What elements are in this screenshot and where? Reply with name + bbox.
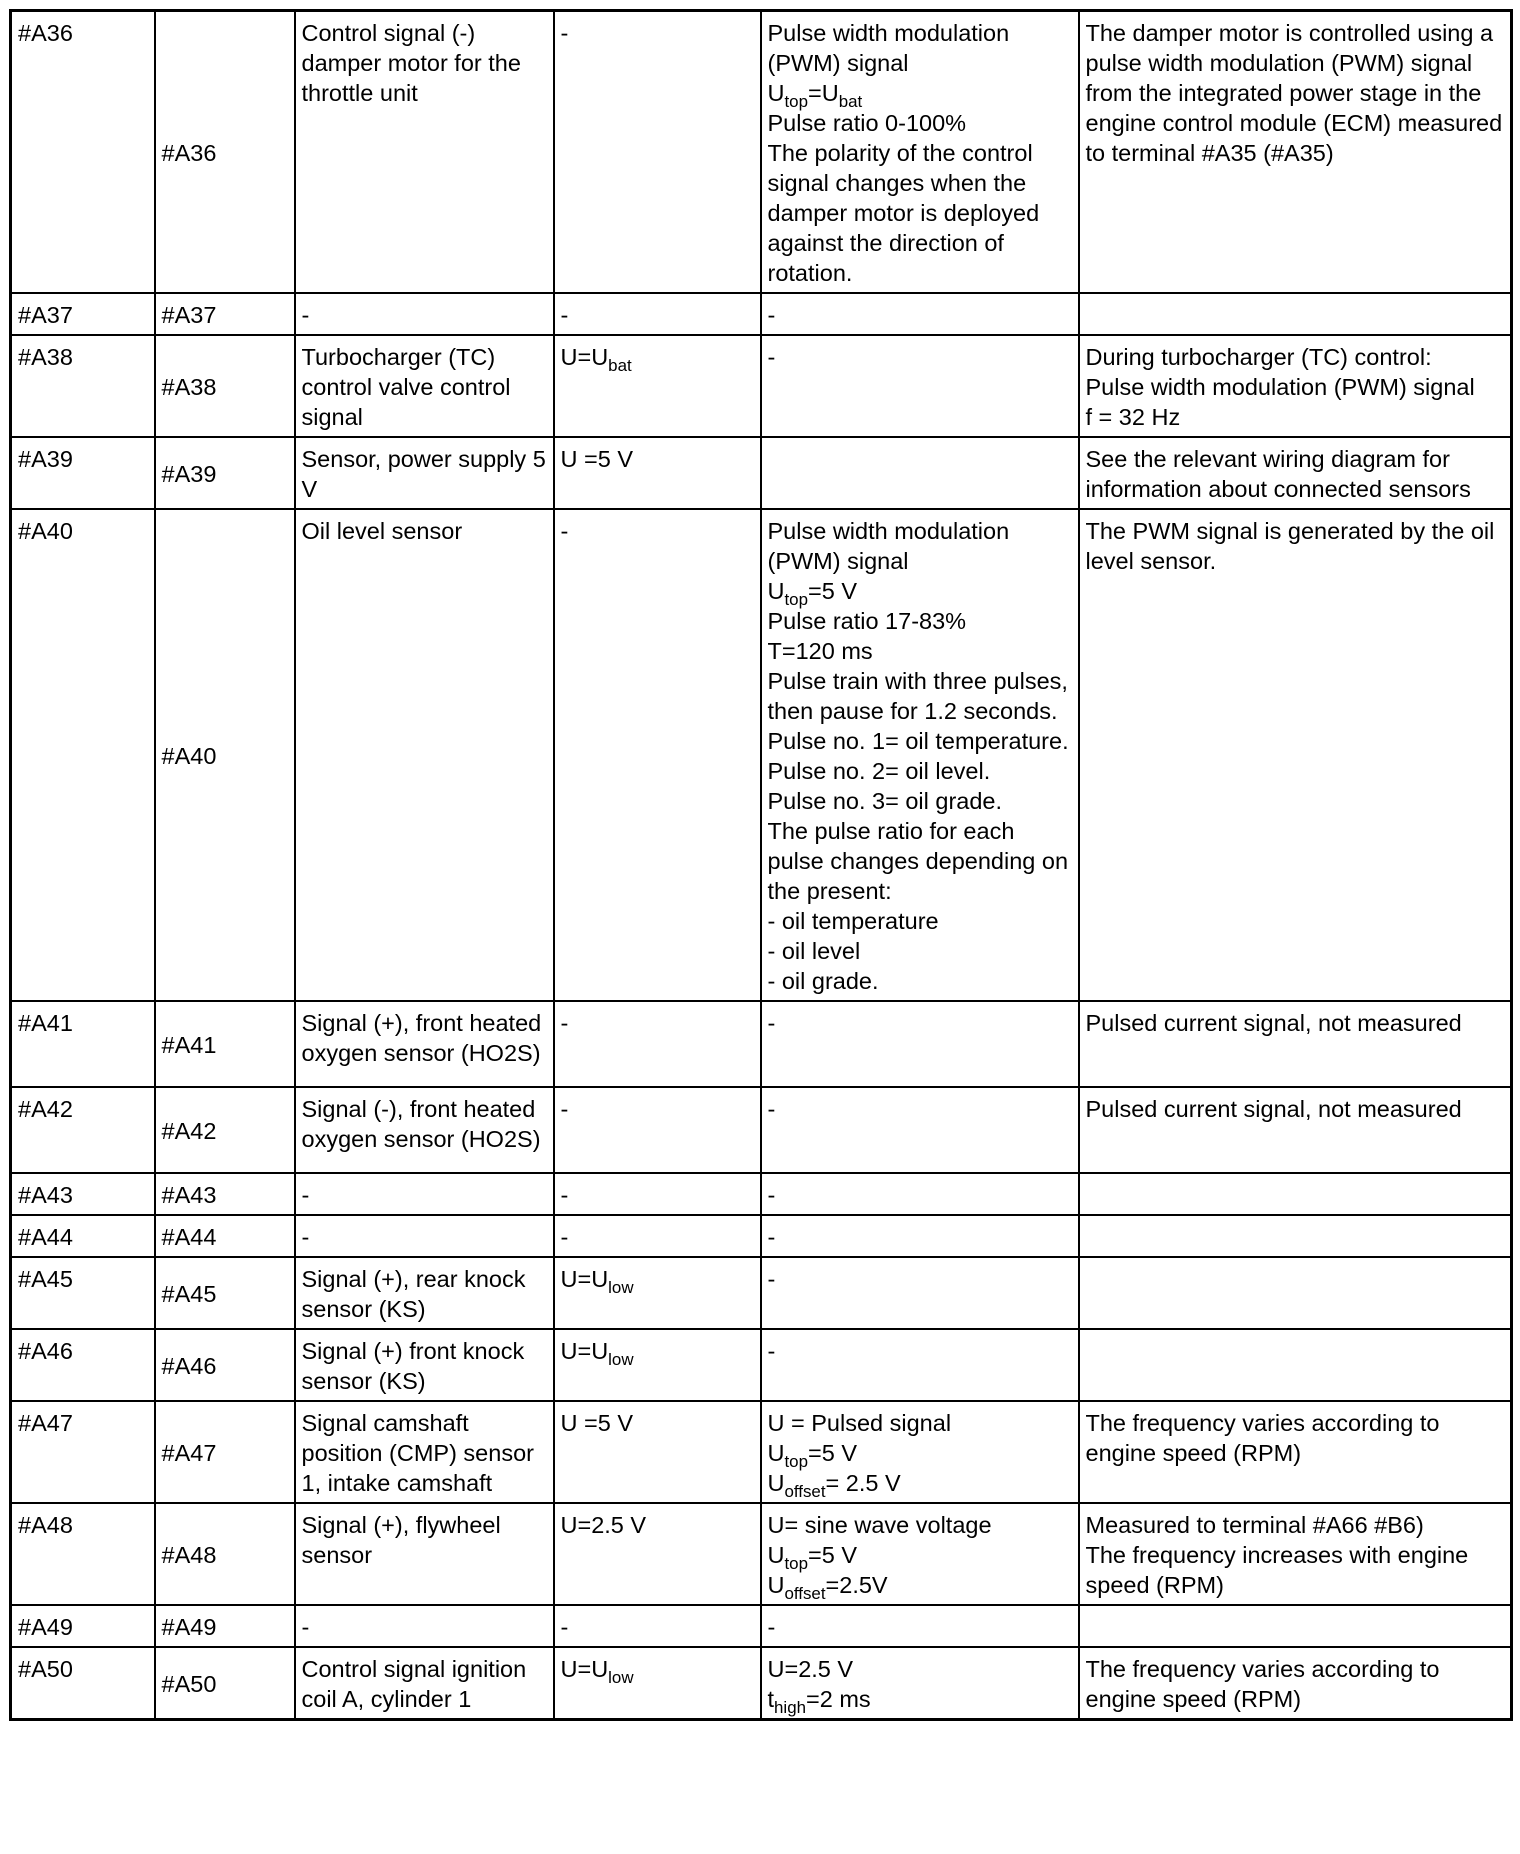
- voltage-cell: -: [554, 1173, 761, 1215]
- signal-line: - oil temperature: [767, 908, 939, 934]
- pin-ref-cell: #A50: [155, 1647, 295, 1720]
- pin-cell: #A37: [11, 293, 155, 335]
- signal-line: Pulse ratio 17-83%: [767, 608, 967, 634]
- comment-cell: [1079, 1647, 1512, 1720]
- pin-cell: #A48: [11, 1503, 155, 1605]
- description-cell: -: [295, 293, 554, 335]
- signal-cell: [761, 1087, 1079, 1173]
- voltage-cell: -: [554, 1605, 761, 1647]
- signal-line: Pulse ratio 0-100%: [767, 110, 967, 136]
- signal-cell: [761, 1001, 1079, 1087]
- comment-cell: [1079, 1173, 1512, 1215]
- signal-line: -: [767, 1224, 776, 1250]
- voltage-cell: U=2.5 V: [554, 1503, 761, 1605]
- pin-cell: #A43: [11, 1173, 155, 1215]
- description-cell: Signal (+), flywheel sensor: [295, 1503, 554, 1605]
- signal-cell: [761, 11, 1079, 294]
- voltage-cell: -: [554, 1087, 761, 1173]
- voltage-cell: $U=U_{bat}$: [554, 335, 761, 437]
- signal-line: Pulse width modulation (PWM) signal: [767, 20, 1010, 76]
- table-row: [11, 1401, 1512, 1503]
- pin-ref-cell: #A44: [155, 1215, 295, 1257]
- comment-line: Pulse width modulation (PWM) signal: [1085, 374, 1475, 400]
- pin-ref-cell: #A37: [155, 293, 295, 335]
- voltage-cell: -: [554, 1215, 761, 1257]
- signal-line: Pulse no. 3= oil grade.: [767, 788, 1003, 814]
- comment-line: Measured to terminal #A66 #B6): [1085, 1512, 1424, 1538]
- description-cell: Signal (+), front heated oxygen sensor (HO2S): [295, 1001, 554, 1087]
- signal-cell: [761, 335, 1079, 437]
- table-row: [11, 437, 1512, 509]
- comment-cell: [1079, 437, 1512, 509]
- description-cell: Signal camshaft position (CMP) sensor 1, intake camshaft: [295, 1401, 554, 1503]
- voltage-cell: $U=U_{low}$: [554, 1329, 761, 1401]
- signal-cell: [761, 437, 1079, 509]
- signal-line: Pulse no. 1= oil temperature.: [767, 728, 1069, 754]
- signal-cell: [761, 1257, 1079, 1329]
- comment-line: The frequency varies according to engine speed (RPM): [1085, 1410, 1440, 1466]
- comment-line: The frequency varies according to engine speed (RPM): [1085, 1656, 1440, 1712]
- signal-line: -: [767, 1096, 776, 1122]
- pin-cell: #A38: [11, 335, 155, 437]
- pin-cell: #A50: [11, 1647, 155, 1720]
- pin-ref-cell: #A41: [155, 1001, 295, 1087]
- signal-line: T=120 ms: [767, 638, 873, 664]
- comment-line: f = 32 Hz: [1085, 404, 1181, 430]
- signal-line: -: [767, 302, 776, 328]
- signal-line: $U_{top}=5$ V: [767, 578, 857, 609]
- pin-cell: #A39: [11, 437, 155, 509]
- voltage-cell: -: [554, 293, 761, 335]
- signal-line: -: [767, 344, 776, 370]
- pin-ref-cell: #A39: [155, 437, 295, 509]
- signal-cell: [761, 1605, 1079, 1647]
- signal-line: -: [767, 1338, 776, 1364]
- pin-cell: #A47: [11, 1401, 155, 1503]
- pin-cell: #A40: [11, 509, 155, 1001]
- signal-cell: [761, 1401, 1079, 1503]
- comment-line: The PWM signal is generated by the oil level sensor.: [1085, 518, 1495, 574]
- pin-ref-cell: #A46: [155, 1329, 295, 1401]
- description-cell: Signal (-), front heated oxygen sensor (HO2S): [295, 1087, 554, 1173]
- table-row: [11, 1605, 1512, 1647]
- signal-line: -: [767, 1182, 776, 1208]
- comment-cell: [1079, 1087, 1512, 1173]
- table-row: [11, 1329, 1512, 1401]
- table-row: [11, 11, 1512, 294]
- comment-line: The frequency increases with engine speed (RPM): [1085, 1542, 1469, 1598]
- description-cell: -: [295, 1173, 554, 1215]
- comment-line: During turbocharger (TC) control:: [1085, 344, 1432, 370]
- pin-cell: #A36: [11, 11, 155, 294]
- voltage-cell: -: [554, 11, 761, 294]
- table-row: [11, 1001, 1512, 1087]
- comment-line: See the relevant wiring diagram for information about connected sensors: [1085, 446, 1471, 502]
- signal-line: $U_{offset}= 2.5$ V: [767, 1470, 901, 1501]
- signal-cell: [761, 1503, 1079, 1605]
- pin-cell: #A45: [11, 1257, 155, 1329]
- pin-ref-cell: #A38: [155, 335, 295, 437]
- signal-line: U= sine wave voltage: [767, 1512, 992, 1538]
- description-cell: Signal (+), rear knock sensor (KS): [295, 1257, 554, 1329]
- table-row: [11, 1503, 1512, 1605]
- table-row: [11, 293, 1512, 335]
- description-cell: Control signal (-) damper motor for the throttle unit: [295, 11, 554, 294]
- signal-line: U = Pulsed signal: [767, 1410, 952, 1436]
- ecm-pinout-table: [9, 9, 1513, 1721]
- comment-cell: [1079, 509, 1512, 1001]
- pin-ref-cell: #A45: [155, 1257, 295, 1329]
- signal-cell: [761, 509, 1079, 1001]
- table-row: [11, 1173, 1512, 1215]
- comment-cell: [1079, 1001, 1512, 1087]
- voltage-cell: $U=U_{low}$: [554, 1257, 761, 1329]
- pin-cell: #A41: [11, 1001, 155, 1087]
- table-row: [11, 509, 1512, 1001]
- signal-line: The pulse ratio for each pulse changes depending on the present:: [767, 818, 1069, 904]
- comment-cell: [1079, 1503, 1512, 1605]
- description-cell: Oil level sensor: [295, 509, 554, 1001]
- comment-cell: [1079, 1257, 1512, 1329]
- signal-line: -: [767, 1614, 776, 1640]
- signal-line: $U_{top}=5$ V: [767, 1542, 857, 1573]
- pin-ref-cell: #A42: [155, 1087, 295, 1173]
- comment-line: Pulsed current signal, not measured: [1085, 1096, 1462, 1122]
- voltage-cell: U =5 V: [554, 1401, 761, 1503]
- description-cell: Turbocharger (TC) control valve control signal: [295, 335, 554, 437]
- signal-cell: [761, 1173, 1079, 1215]
- table-row: [11, 335, 1512, 437]
- signal-line: Pulse width modulation (PWM) signal: [767, 518, 1010, 574]
- comment-cell: [1079, 293, 1512, 335]
- comment-cell: [1079, 1329, 1512, 1401]
- signal-line: - oil level: [767, 938, 861, 964]
- voltage-cell: -: [554, 1001, 761, 1087]
- signal-cell: [761, 1647, 1079, 1720]
- comment-line: The damper motor is controlled using a pulse width modulation (PWM) signal from the integrated power stage in the engine control module (ECM) measured to terminal #A35 (#A35): [1085, 20, 1503, 166]
- signal-line: Pulse train with three pulses, then pause for 1.2 seconds.: [767, 668, 1068, 724]
- comment-cell: [1079, 1215, 1512, 1257]
- description-cell: -: [295, 1215, 554, 1257]
- signal-line: $U_{top}=U_{bat}$: [767, 80, 863, 111]
- comment-cell: [1079, 335, 1512, 437]
- signal-line: $U_{top}=5$ V: [767, 1440, 857, 1471]
- signal-line: The polarity of the control signal changes when the damper motor is deployed against the direction of rotation.: [767, 140, 1040, 286]
- comment-line: Pulsed current signal, not measured: [1085, 1010, 1462, 1036]
- pin-ref-cell: #A40: [155, 509, 295, 1001]
- pin-cell: #A42: [11, 1087, 155, 1173]
- signal-line: Pulse no. 2= oil level.: [767, 758, 991, 784]
- description-cell: Sensor, power supply 5 V: [295, 437, 554, 509]
- description-cell: -: [295, 1605, 554, 1647]
- signal-cell: [761, 1215, 1079, 1257]
- voltage-cell: -: [554, 509, 761, 1001]
- signal-line: $t_{high}=2$ ms: [767, 1686, 871, 1717]
- table-row: [11, 1087, 1512, 1173]
- signal-cell: [761, 1329, 1079, 1401]
- pin-ref-cell: #A36: [155, 11, 295, 294]
- signal-line: $U_{offset}=2.5V$: [767, 1572, 888, 1603]
- description-cell: Control signal ignition coil A, cylinder 1: [295, 1647, 554, 1720]
- pin-cell: #A49: [11, 1605, 155, 1647]
- pin-cell: #A44: [11, 1215, 155, 1257]
- voltage-cell: U =5 V: [554, 437, 761, 509]
- pin-ref-cell: #A49: [155, 1605, 295, 1647]
- pin-cell: #A46: [11, 1329, 155, 1401]
- pin-ref-cell: #A48: [155, 1503, 295, 1605]
- signal-line: U=2.5 V: [767, 1656, 854, 1682]
- signal-line: - oil grade.: [767, 968, 879, 994]
- pin-ref-cell: #A43: [155, 1173, 295, 1215]
- comment-cell: [1079, 11, 1512, 294]
- signal-line: -: [767, 1010, 776, 1036]
- comment-cell: [1079, 1605, 1512, 1647]
- pin-ref-cell: #A47: [155, 1401, 295, 1503]
- description-cell: Signal (+) front knock sensor (KS): [295, 1329, 554, 1401]
- comment-cell: [1079, 1401, 1512, 1503]
- signal-line: -: [767, 1266, 776, 1292]
- table-row: [11, 1215, 1512, 1257]
- signal-cell: [761, 293, 1079, 335]
- table-row: [11, 1257, 1512, 1329]
- voltage-cell: $U=U_{low}$: [554, 1647, 761, 1720]
- table-row: [11, 1647, 1512, 1720]
